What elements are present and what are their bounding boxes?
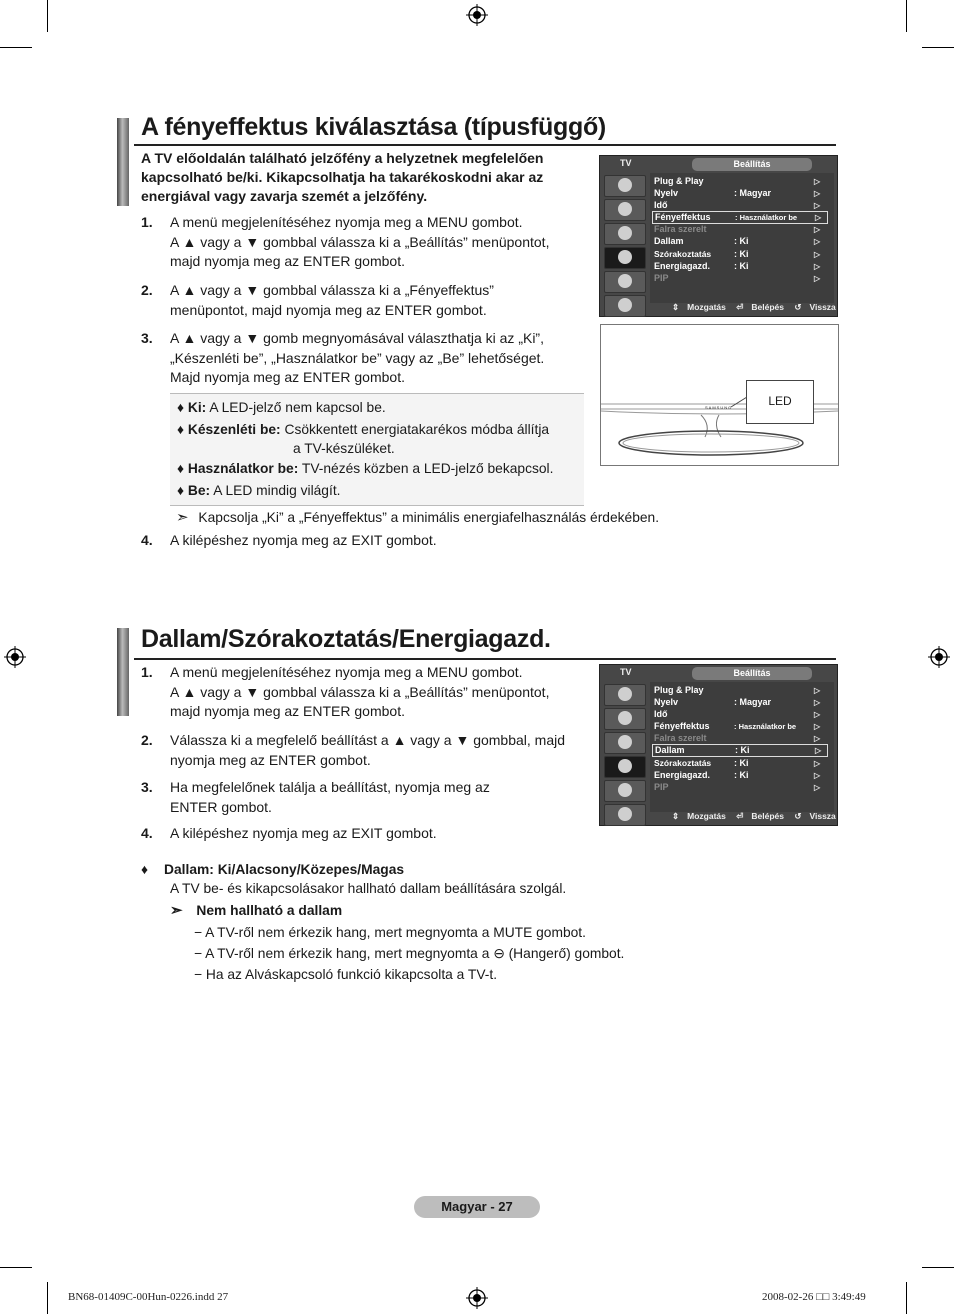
- step-text: A kilépéshez nyomja meg az EXIT gombot.: [170, 532, 437, 548]
- option-text: A LED-jelző nem kapcsol be.: [209, 400, 386, 415]
- option-text-cont: a TV-készüléket.: [293, 441, 395, 456]
- crop-mark: [922, 47, 954, 48]
- step-text: [170, 663, 549, 722]
- note-item: − A TV-ről nem érkezik hang, mert megnyomta a MUTE gombot.: [194, 925, 586, 940]
- menu-row: Idő ▷: [654, 200, 821, 210]
- registration-mark-icon: [4, 646, 26, 668]
- menu-row: Nyelv : Magyar ▷: [654, 188, 821, 198]
- picture-icon: [604, 175, 646, 197]
- crop-mark: [47, 0, 48, 32]
- tv-illustration: [600, 324, 839, 466]
- step-line: menüpontot, majd nyomja meg az ENTER gombot.: [170, 301, 487, 318]
- move-icon: ⇕: [672, 302, 680, 312]
- menu-row: Dallam : Ki ▷: [654, 236, 821, 246]
- step-text: A kilépéshez nyomja meg az EXIT gombot.: [170, 825, 437, 841]
- page-number-badge: Magyar - 27: [414, 1196, 540, 1218]
- menu-footer: ⇕ Mozgatás ⏎ Belépés ↺ Vissza: [672, 811, 836, 821]
- step-number: 4.: [141, 825, 153, 841]
- step-line: A ▲ vagy a ▼ gombbal válassza ki a „Beállítás” menüpontot,: [170, 683, 550, 700]
- tip-text: Kapcsolja „Ki” a „Fényeffektus” a minimális energiafelhasználás érdekében.: [198, 510, 660, 525]
- step-number: 1.: [141, 214, 153, 230]
- step-line: majd nyomja meg az ENTER gombot.: [170, 253, 405, 269]
- menu-icon-column: [601, 172, 647, 306]
- crop-mark: [0, 47, 32, 48]
- menu-footer: ⇕ Mozgatás ⏎ Belépés ↺ Vissza: [672, 302, 836, 312]
- option-item: ♦ Használatkor be: TV-nézés közben a LED-jelző bekapcsol.: [177, 461, 554, 476]
- note-heading: [170, 901, 342, 921]
- menu-body: [650, 682, 834, 812]
- led-label: LED: [746, 380, 814, 424]
- enter-icon: ⏎: [736, 302, 744, 312]
- step-text: [170, 778, 490, 817]
- registration-mark-icon: [928, 646, 950, 668]
- option-label: Készenléti be:: [187, 422, 281, 437]
- section-bar: [117, 118, 129, 206]
- application-icon: [604, 295, 646, 317]
- menu-tv-label: TV: [620, 667, 632, 677]
- menu-row: Szórakoztatás : Ki ▷: [654, 758, 821, 768]
- menu-row: Plug & Play ▷: [654, 176, 821, 186]
- option-item: ♦ Készenléti be: Csökkentett energiatakarékos módba állítja: [177, 422, 550, 437]
- menu-header: Beállítás: [692, 158, 812, 171]
- step-line: majd nyomja meg az ENTER gombot.: [170, 703, 405, 719]
- section-bar: [117, 628, 129, 716]
- step-line: Ha megfelelőnek találja a beállítást, nyomja meg az: [170, 779, 490, 795]
- step-number: 3.: [141, 330, 153, 346]
- option-text: A LED mindig világít.: [213, 483, 341, 498]
- crop-mark: [906, 1282, 907, 1314]
- menu-row: Energiagazd. : Ki ▷: [654, 261, 821, 271]
- option-text: Csökkentett energiatakarékos módba állítja: [284, 422, 550, 437]
- option-item: ♦ Be: A LED mindig világít.: [177, 483, 341, 498]
- section-rule: [134, 658, 836, 660]
- step-line: A menü megjelenítéséhez nyomja meg a MENU gombot.: [170, 664, 523, 680]
- menu-row: Plug & Play ▷: [654, 685, 821, 695]
- menu-row: Nyelv : Magyar ▷: [654, 697, 821, 707]
- step-line: A menü megjelenítéséhez nyomja meg a MENU gombot.: [170, 214, 523, 230]
- menu-header: Beállítás: [692, 667, 812, 680]
- input-icon: [604, 271, 646, 293]
- step-number: 2.: [141, 732, 153, 748]
- sound-icon: [604, 708, 646, 730]
- menu-row: PIP ▷: [654, 782, 821, 792]
- step-number: 4.: [141, 532, 153, 548]
- setup-gear-icon: [604, 756, 646, 778]
- step-line: A ▲ vagy a ▼ gombbal válassza ki a „Fényeffektus”: [170, 282, 494, 298]
- option-label: Ki:: [187, 400, 207, 415]
- bullet-text: A TV be- és kikapcsolásakor hallható dallam beállítására szolgál.: [170, 881, 567, 896]
- bullet-title: Dallam: Ki/Alacsony/Közepes/Magas: [164, 862, 405, 877]
- menu-row: Fényeffektus : Használatkor be ▷: [654, 721, 821, 731]
- print-file-info: BN68-01409C-00Hun-0226.indd 27: [68, 1291, 229, 1303]
- tip-note: [176, 508, 659, 528]
- step-line: „Készenléti be”, „Használatkor be” vagy az „Be” lehetőséget.: [170, 349, 545, 366]
- application-icon: [604, 804, 646, 826]
- step-number: 1.: [141, 664, 153, 680]
- return-icon: ↺: [794, 811, 802, 821]
- menu-row: Falra szerelt ▷: [654, 224, 821, 234]
- step-line: Válassza ki a megfelelő beállítást a ▲ vagy a ▼ gombbal, majd: [170, 732, 566, 748]
- channel-icon: [604, 223, 646, 245]
- step-text: [170, 329, 544, 388]
- bullet-item: ♦ Dallam: Ki/Alacsony/Közepes/Magas: [141, 862, 405, 877]
- crop-mark: [906, 0, 907, 32]
- menu-row: PIP ▷: [654, 273, 821, 283]
- note-item: − A TV-ről nem érkezik hang, mert megnyomta a ⊖ (Hangerő) gombot.: [194, 946, 625, 961]
- option-label: Be:: [187, 483, 211, 498]
- enter-icon: ⏎: [736, 811, 744, 821]
- menu-row-selected: Dallam : Ki ▷: [652, 744, 828, 757]
- step-text: [170, 213, 549, 272]
- return-icon: ↺: [794, 302, 802, 312]
- setup-gear-icon: [604, 247, 646, 269]
- menu-row: Energiagazd. : Ki ▷: [654, 770, 821, 780]
- step-line: A ▲ vagy a ▼ gomb megnyomásával választhatja ki az „Ki”,: [170, 330, 544, 346]
- step-text: [170, 731, 565, 770]
- step-line: ENTER gombot.: [170, 798, 272, 815]
- menu-icon-column: [601, 681, 647, 815]
- intro-text: A TV előoldalán található jelzőfény a helyzetnek megfelelően kapcsolható be/ki. Kikapcsolhatja ha takarékoskodni akar az energiával vagy zavarja szemét a jelzőfény.: [141, 150, 544, 204]
- note-title: Nem hallható a dallam: [196, 903, 343, 918]
- option-text: TV-nézés közben a LED-jelző bekapcsol.: [301, 461, 554, 476]
- note-arrow-icon: ➣: [170, 902, 183, 919]
- channel-icon: [604, 732, 646, 754]
- registration-mark-icon: [466, 4, 488, 26]
- menu-row: Idő ▷: [654, 709, 821, 719]
- print-date-info: 2008-02-26 □□ 3:49:49: [762, 1291, 866, 1303]
- option-label: Használatkor be:: [187, 461, 299, 476]
- step-number: 2.: [141, 282, 153, 298]
- menu-body: [650, 173, 834, 303]
- section-rule: [134, 144, 836, 146]
- step-number: 3.: [141, 779, 153, 795]
- step-line: nyomja meg az ENTER gombot.: [170, 751, 371, 768]
- menu-row: Falra szerelt ▷: [654, 733, 821, 743]
- step-text: [170, 281, 494, 320]
- note-item: − Ha az Alváskapcsoló funkció kikapcsolta a TV-t.: [194, 967, 498, 982]
- brand-logo: SAMSUNG: [705, 405, 733, 410]
- step-line: A ▲ vagy a ▼ gombbal válassza ki a „Beállítás” menüpontot,: [170, 233, 550, 250]
- tv-menu-screenshot: [599, 664, 838, 826]
- menu-tv-label: TV: [620, 158, 632, 168]
- menu-row: Szórakoztatás : Ki ▷: [654, 249, 821, 259]
- registration-mark-icon: [466, 1287, 488, 1309]
- menu-row-selected: Fényeffektus : Használatkor be ▷: [652, 211, 828, 224]
- step-line: Majd nyomja meg az ENTER gombot.: [170, 369, 405, 385]
- move-icon: ⇕: [672, 811, 680, 821]
- note-arrow-icon: ➣: [176, 509, 189, 526]
- crop-mark: [0, 1267, 32, 1268]
- picture-icon: [604, 684, 646, 706]
- sound-icon: [604, 199, 646, 221]
- crop-mark: [47, 1282, 48, 1314]
- input-icon: [604, 780, 646, 802]
- section-title: A fényeffektus kiválasztása (típusfüggő): [141, 113, 606, 141]
- section-title: Dallam/Szórakoztatás/Energiagazd.: [141, 625, 551, 653]
- tv-menu-screenshot: [599, 155, 838, 317]
- option-item: ♦ Ki: A LED-jelző nem kapcsol be.: [177, 400, 386, 415]
- crop-mark: [922, 1267, 954, 1268]
